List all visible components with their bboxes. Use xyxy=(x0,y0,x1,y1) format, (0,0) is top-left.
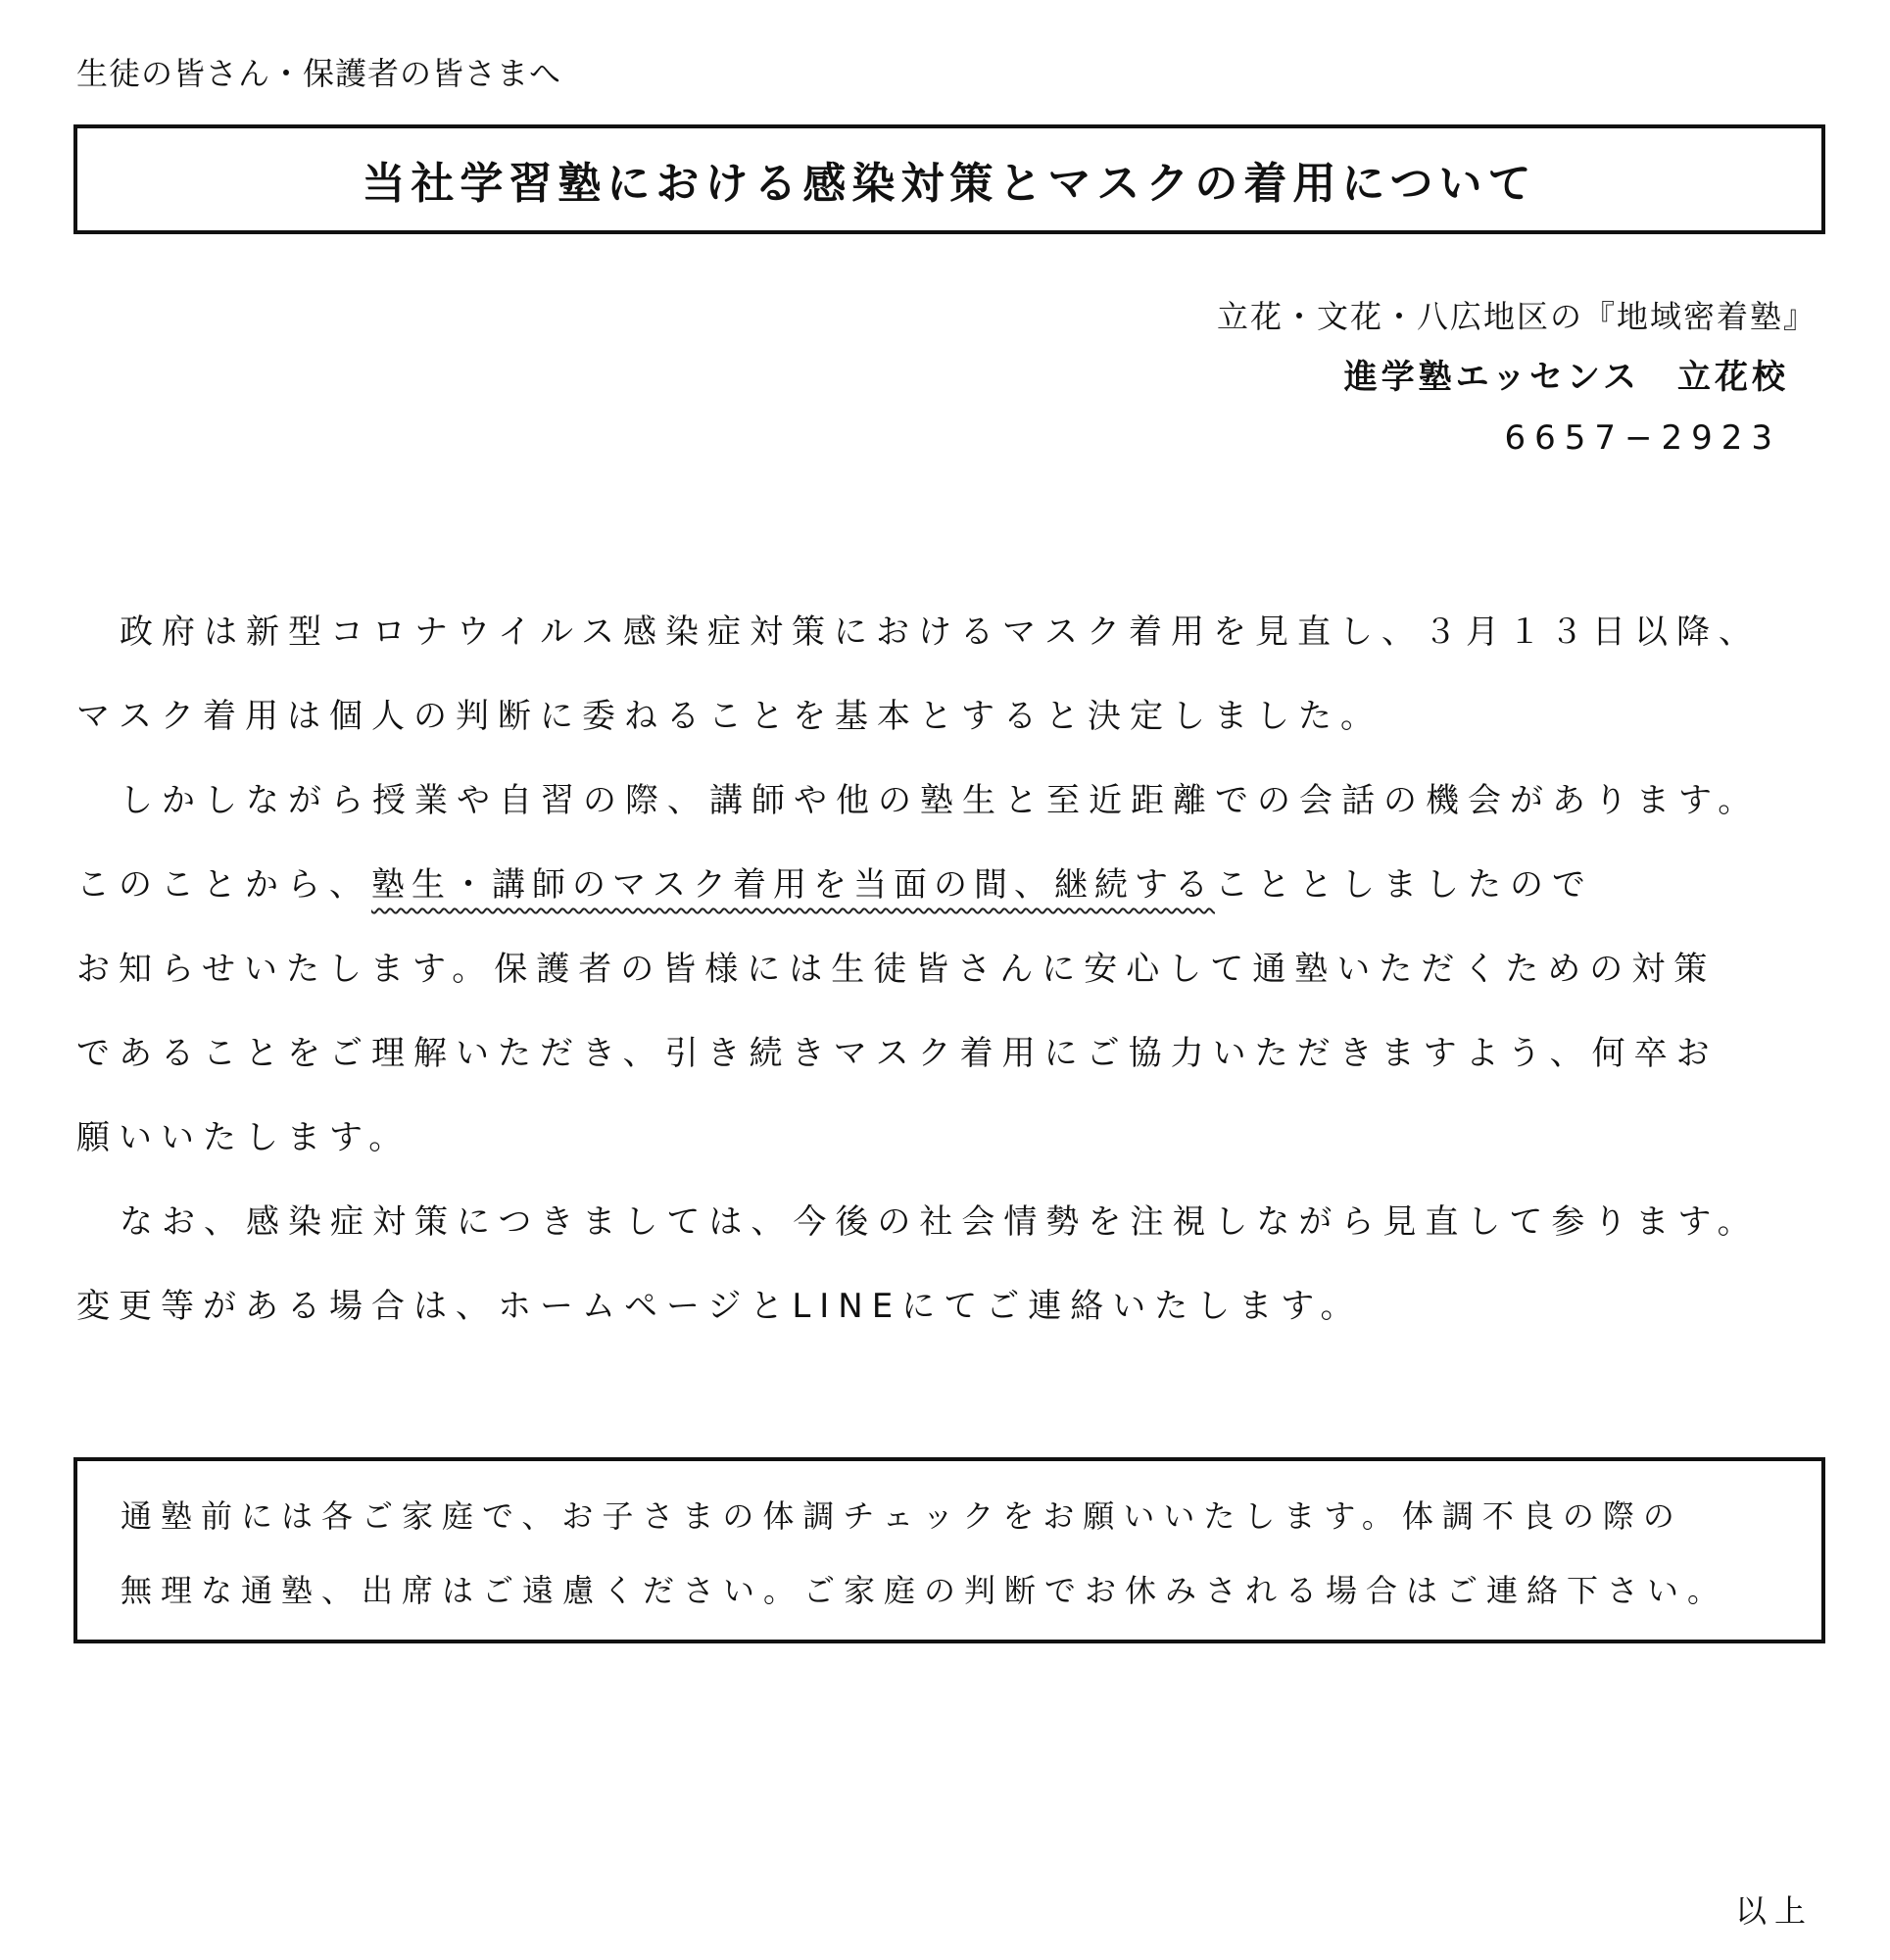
paragraph-2-line-5: 願いいたします。 xyxy=(76,1118,412,1157)
sender-phone: 6657−2923 xyxy=(1504,418,1781,458)
emphasized-text: 塾生・講師のマスク着用を当面の間、継続する xyxy=(371,865,1215,905)
notice-line-2: 無理な通塾、出席はご遠慮ください。ご家庭の判断でお休みされる場合はご連絡下さい。 xyxy=(121,1572,1728,1609)
notice-line-1: 通塾前には各ご家庭で、お子さまの体調チェックをお願いいたします。体調不良の際の xyxy=(121,1497,1683,1535)
paragraph-3-line-2: 変更等がある場合は、ホームページとLINEにてご連絡いたします。 xyxy=(76,1287,1363,1326)
sender-school: 進学塾エッセンス 立花校 xyxy=(1343,358,1789,397)
paragraph-1-line-2: マスク着用は個人の判断に委ねることを基本とすると決定しました。 xyxy=(76,697,1382,736)
sender-block xyxy=(1217,286,1817,468)
notice-box xyxy=(73,1457,1825,1643)
paragraph-2-line-4: であることをご理解いただき、引き続きマスク着用にご協力いただきますよう、何卒お xyxy=(76,1034,1719,1073)
title-box xyxy=(73,124,1825,234)
paragraph-3-line-1: なお、感染症対策につきましては、今後の社会情勢を注視しながら見直して参ります。 xyxy=(120,1202,1760,1242)
paragraph-2-line-2 xyxy=(76,843,1869,927)
body-text xyxy=(76,590,1869,1348)
paragraph-2-line-1: しかしながら授業や自習の際、講師や他の塾生と至近距離での会話の機会があります。 xyxy=(120,781,1761,820)
addressee: 生徒の皆さん・保護者の皆さまへ xyxy=(76,55,562,92)
closing-mark: 以上 xyxy=(1734,1892,1814,1930)
paragraph-2-line-2-pre: このことから、 xyxy=(76,865,371,905)
sender-area: 立花・文花・八広地区の『地域密着塾』 xyxy=(1216,298,1817,335)
document-title: 当社学習塾における感染対策とマスクの着用について xyxy=(362,159,1537,209)
paragraph-2-line-3: お知らせいたします。保護者の皆様には生徒皆さんに安心して通塾いただくための対策 xyxy=(76,950,1717,989)
paragraph-2-line-2-post: こととしましたので xyxy=(1215,865,1594,905)
paragraph-1-line-1: 政府は新型コロナウイルス感染症対策におけるマスク着用を見直し、３月１３日以降、 xyxy=(120,612,1761,652)
